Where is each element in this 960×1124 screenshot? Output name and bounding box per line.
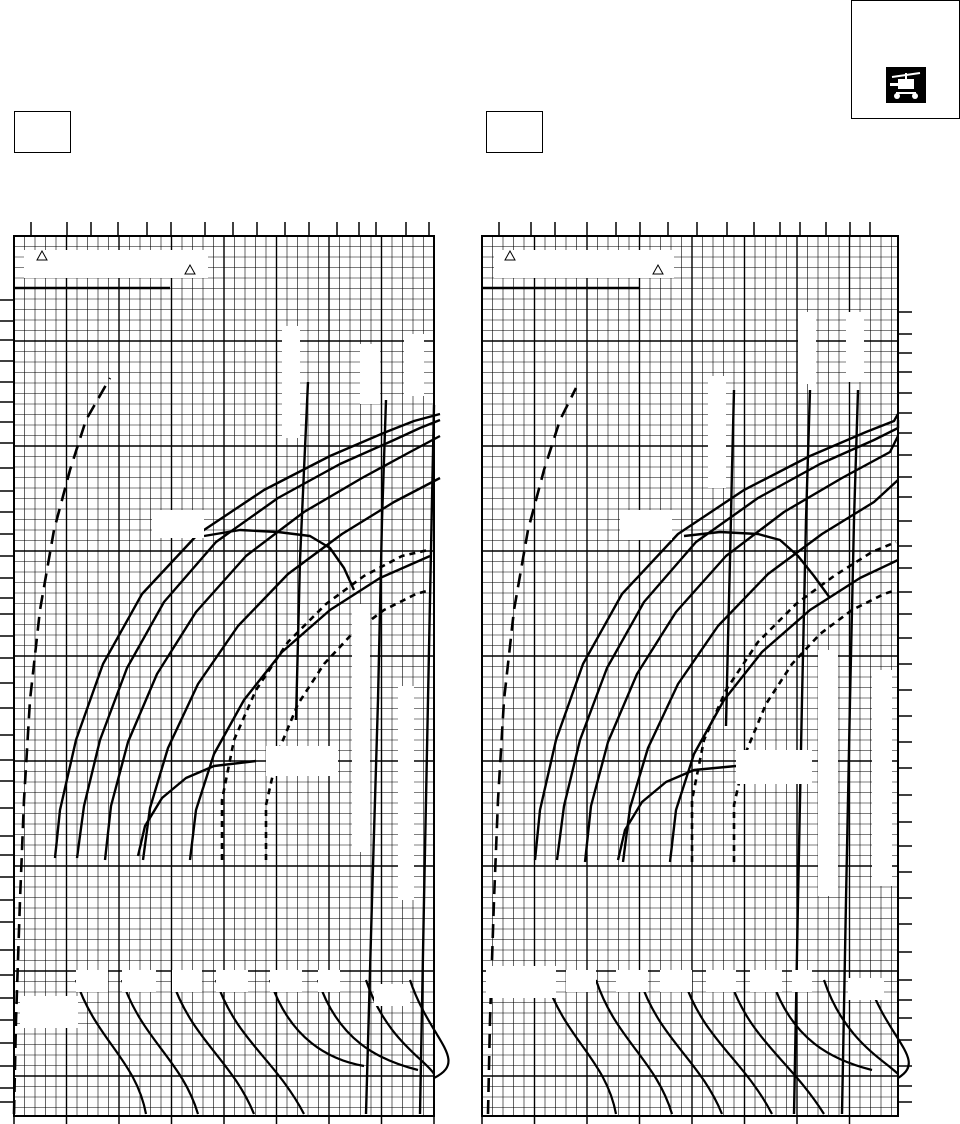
label-box [846, 312, 864, 382]
series-line-10 [726, 390, 734, 726]
lower-series-line [216, 980, 304, 1114]
label-box [270, 970, 302, 992]
label-box [216, 970, 248, 992]
series-line-9 [204, 530, 354, 590]
series-line-8 [734, 590, 896, 862]
left-chart-panel [0, 222, 448, 1124]
label-box [152, 510, 204, 538]
label-box [706, 970, 736, 992]
series-line-9 [684, 532, 830, 598]
series-line-4 [105, 436, 440, 860]
lower-series-line [410, 980, 448, 1078]
label-box [736, 750, 812, 784]
series-line-6 [670, 560, 898, 862]
series-line-1 [618, 766, 736, 860]
label-box [122, 970, 156, 992]
label-box [172, 970, 202, 992]
label-box [266, 746, 338, 776]
label-box [818, 650, 838, 896]
lower-series-line [640, 980, 722, 1114]
lower-series-line [122, 980, 198, 1114]
label-box [398, 686, 414, 900]
series-line-6 [190, 556, 430, 860]
label-box [872, 670, 892, 886]
label-box [360, 344, 380, 404]
label-box [282, 326, 300, 438]
label-box [24, 250, 208, 278]
label-box [404, 334, 424, 396]
lower-series-line [76, 980, 146, 1114]
label-box [20, 996, 78, 1028]
label-box [566, 970, 596, 992]
lower-series-line [172, 980, 254, 1114]
label-box [616, 970, 648, 992]
label-box [792, 970, 812, 992]
label-box [318, 970, 340, 992]
label-box [750, 970, 782, 992]
label-box [486, 966, 556, 998]
right-chart-panel [482, 222, 912, 1124]
label-box [494, 250, 674, 278]
label-box [660, 970, 692, 992]
series-line-13 [488, 388, 576, 1114]
lower-series-line [546, 980, 616, 1114]
label-box [798, 312, 816, 384]
label-box [620, 510, 672, 540]
label-box [76, 970, 108, 992]
lower-series-line [684, 980, 772, 1114]
label-box [352, 604, 370, 852]
label-box [848, 978, 884, 1000]
label-box [374, 984, 410, 1006]
label-box [708, 376, 726, 488]
